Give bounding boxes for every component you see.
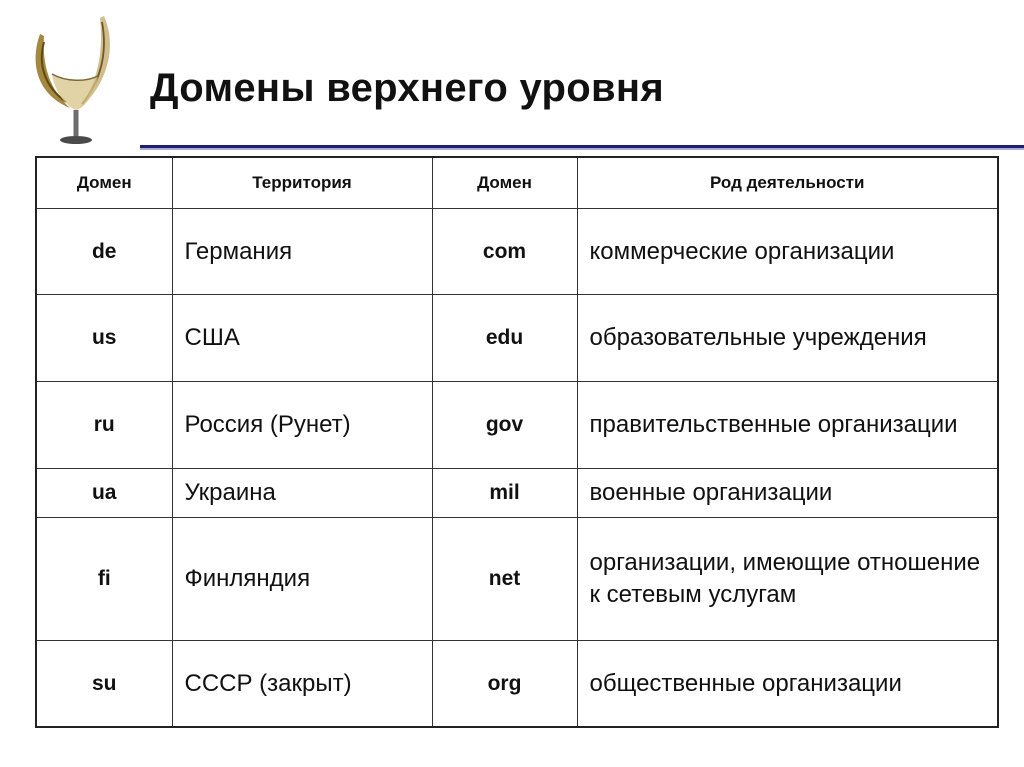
country-domain-cell: us bbox=[36, 295, 172, 382]
territory-cell: Германия bbox=[172, 209, 432, 295]
country-domain-cell: fi bbox=[36, 518, 172, 641]
activity-cell: военные организации bbox=[577, 469, 998, 518]
header-domain: Домен bbox=[36, 157, 172, 209]
table-row bbox=[36, 641, 998, 728]
table-header-row bbox=[36, 157, 998, 209]
country-domain-cell: ua bbox=[36, 469, 172, 518]
activity-cell: коммерческие организации bbox=[577, 209, 998, 295]
activity-cell: общественные организации bbox=[577, 641, 998, 728]
generic-domain-cell: gov bbox=[432, 382, 577, 469]
generic-domain-cell: edu bbox=[432, 295, 577, 382]
territory-cell: Россия (Рунет) bbox=[172, 382, 432, 469]
activity-cell: правительственные организации bbox=[577, 382, 998, 469]
country-domain-cell: ru bbox=[36, 382, 172, 469]
territory-cell: СССР (закрыт) bbox=[172, 641, 432, 728]
country-domain-cell: su bbox=[36, 641, 172, 728]
domains-table bbox=[35, 156, 999, 728]
territory-cell: США bbox=[172, 295, 432, 382]
table-row bbox=[36, 518, 998, 641]
table-row bbox=[36, 382, 998, 469]
header-generic-domain: Домен bbox=[432, 157, 577, 209]
title-underline-shadow bbox=[140, 148, 1024, 150]
header-activity: Род деятельности bbox=[577, 157, 998, 209]
table-row bbox=[36, 295, 998, 382]
country-domain-cell: de bbox=[36, 209, 172, 295]
territory-cell: Финляндия bbox=[172, 518, 432, 641]
generic-domain-cell: net bbox=[432, 518, 577, 641]
header-territory: Территория bbox=[172, 157, 432, 209]
table-row bbox=[36, 209, 998, 295]
territory-cell: Украина bbox=[172, 469, 432, 518]
slide-title: Домены верхнего уровня bbox=[150, 66, 664, 110]
table-row bbox=[36, 469, 998, 518]
generic-domain-cell: com bbox=[432, 209, 577, 295]
activity-cell: организации, имеющие отношение к сетевым услугам bbox=[577, 518, 998, 641]
generic-domain-cell: mil bbox=[432, 469, 577, 518]
generic-domain-cell: org bbox=[432, 641, 577, 728]
goblet-emblem-icon bbox=[26, 12, 126, 148]
activity-cell: образовательные учреждения bbox=[577, 295, 998, 382]
